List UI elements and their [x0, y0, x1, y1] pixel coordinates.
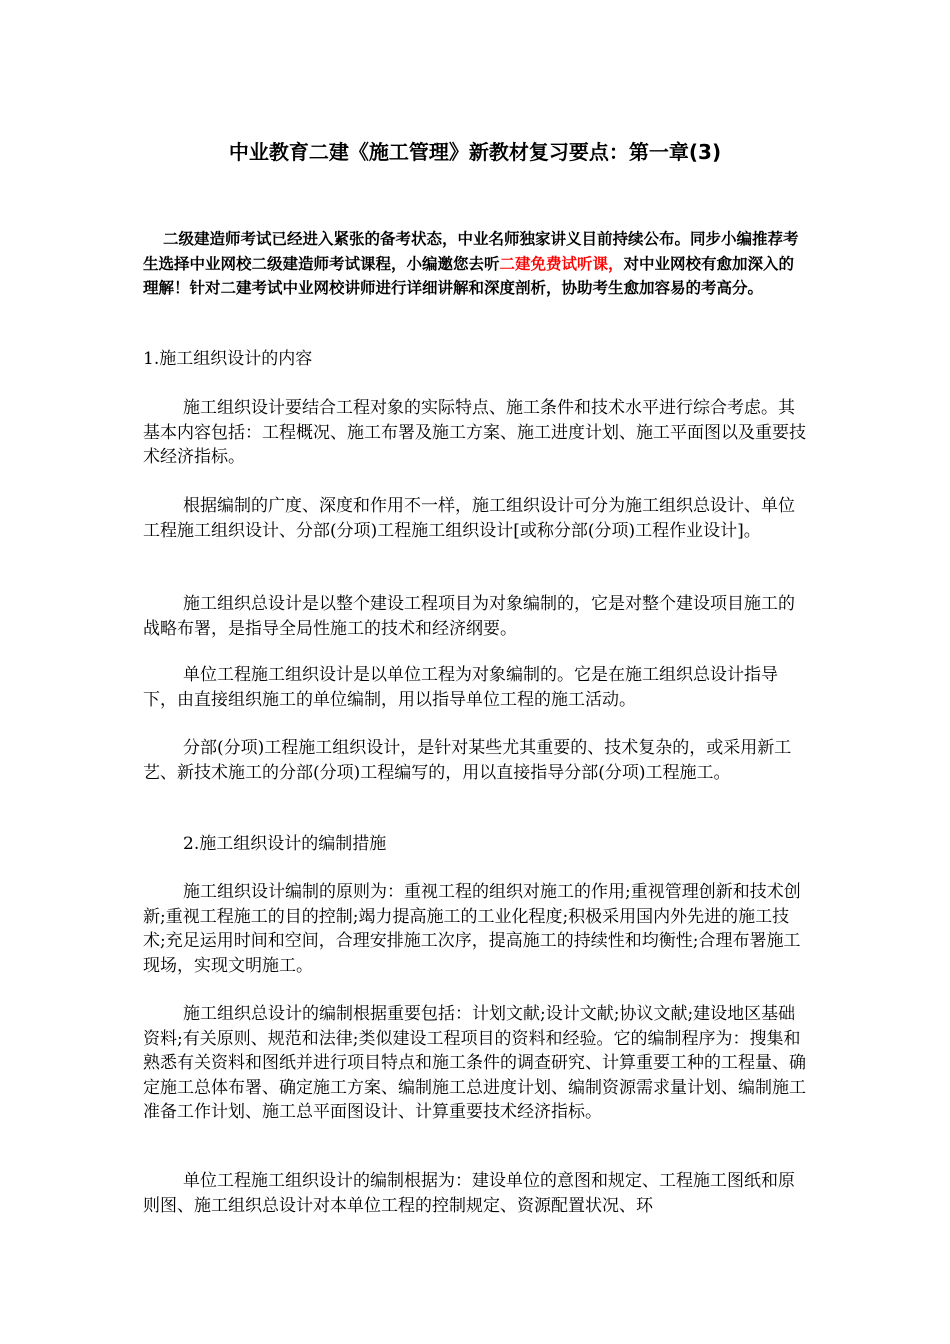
- paragraph-8: 单位工程施工组织设计的编制根据为：建设单位的意图和规定、工程施工图纸和原则图、施工组织总设计对本单位工程的控制规定、资源配置状况、环: [143, 1171, 795, 1216]
- intro-paragraph: [143, 227, 809, 301]
- paragraph-6: 施工组织设计编制的原则为：重视工程的组织对施工的作用;重视管理创新和技术创新;重视工程施工的目的控制;竭力提高施工的工业化程度;积极采用国内外先进的施工技术;充足运用时间和空间，合理安排施工次序，提高施工的持续性和均衡性;合理布署施工现场，实现文明施工。: [143, 882, 801, 976]
- paragraph-2: 根据编制的广度、深度和作用不一样，施工组织设计可分为施工组织总设计、单位工程施工组织设计、分部(分项)工程施工组织设计[或称分部(分项)工程作业设计]。: [143, 496, 795, 541]
- intro-text-after: 对中业网校有愈加深入的理解！针对二建考试中业网校讲师进行详细讲解和深度剖析，协助考生愈加容易的考高分。: [143, 254, 795, 297]
- section-2-heading: 2.施工组织设计的编制措施: [183, 834, 387, 854]
- paragraph-7: 施工组织总设计的编制根据重要包括：计划文献;设计文献;协议文献;建设地区基础资料;有关原则、规范和法律;类似建设工程项目的资料和经验。它的编制程序为：搜集和熟悉有关资料和图纸并进行项目特点和施工条件的调查研究、计算重要工种的工程量、确定施工总体布署、确定施工方案、编制施工总进度计划、编制资源需求量计划、编制施工准备工作计划、施工总平面图设计、计算重要技术经济指标。: [143, 1004, 806, 1122]
- paragraph-4: 单位工程施工组织设计是以单位工程为对象编制的。它是在施工组织总设计指导下，由直接组织施工的单位编制，用以指导单位工程的施工活动。: [143, 665, 778, 710]
- paragraph-1: 施工组织设计要结合工程对象的实际特点、施工条件和技术水平进行综合考虑。其基本内容包括：工程概况、施工布署及施工方案、施工进度计划、施工平面图以及重要技术经济指标。: [143, 398, 806, 467]
- free-trial-link[interactable]: 二建免费试听课，: [499, 254, 624, 273]
- document-title: 中业教育二建《施工管理》新教材复习要点：第一章(3): [228, 140, 722, 164]
- section-1-heading: 1.施工组织设计的内容: [143, 349, 313, 369]
- paragraph-3: 施工组织总设计是以整个建设工程项目为对象编制的，它是对整个建设项目施工的战略布署，是指导全局性施工的技术和经济纲要。: [143, 594, 795, 639]
- intro-text-before: 二级建造师考试已经进入紧张的备考状态，中业名师独家讲义目前持续公布。同步小编推荐考生选择中业网校二级建造师考试课程，小编邀您去听: [143, 230, 799, 273]
- paragraph-5: 分部(分项)工程施工组织设计，是针对某些尤其重要的、技术复杂的，或采用新工艺、新技术施工的分部(分项)工程编写的，用以直接指导分部(分项)工程施工。: [143, 738, 792, 783]
